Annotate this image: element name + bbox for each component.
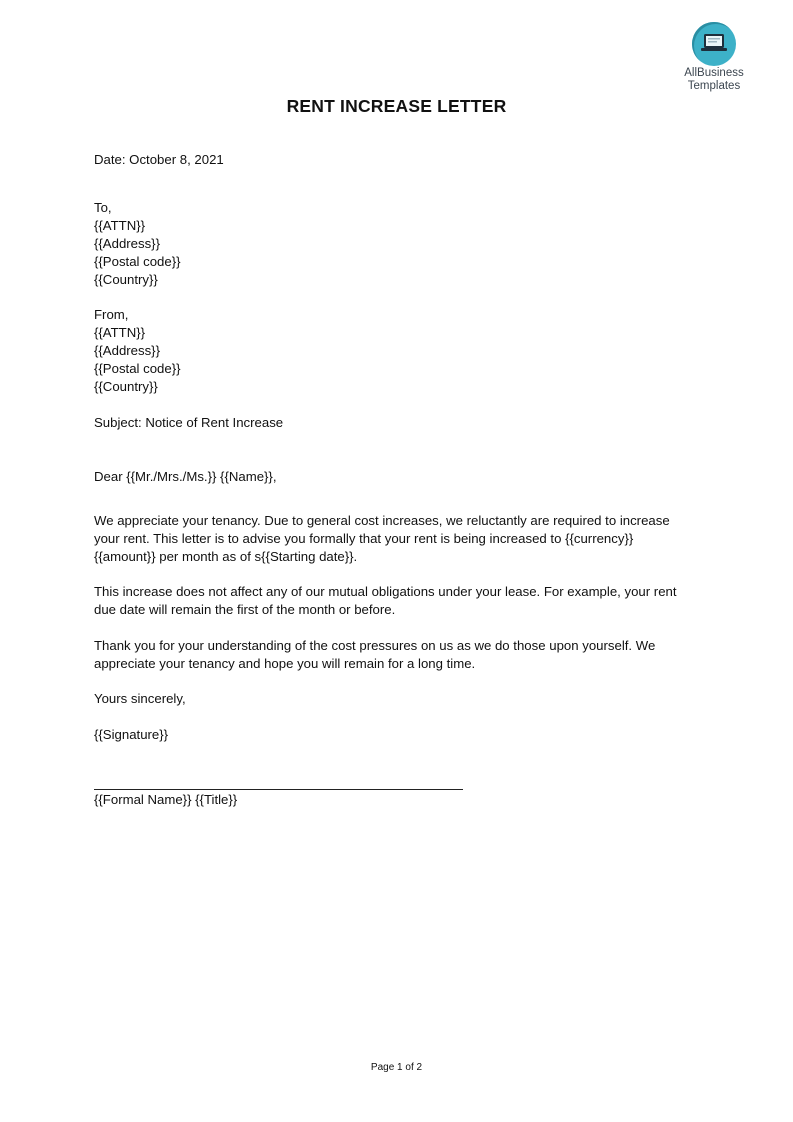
paragraph-line: Thank you for your understanding of the cost pressures on us as we do those upon yourself. We — [94, 638, 656, 653]
to-country: {{Country}} — [94, 272, 158, 287]
closing: Yours sincerely, — [94, 691, 186, 706]
recipient-address-block — [94, 199, 181, 289]
salutation: Dear {{Mr./Mrs./Ms.}} {{Name}}, — [94, 469, 277, 484]
logo-text-line1: AllBusiness — [684, 67, 744, 79]
paragraph-line: We appreciate your tenancy. Due to general cost increases, we reluctantly are required to increase — [94, 513, 670, 528]
from-label: From, — [94, 307, 129, 322]
logo-text-line2: Templates — [687, 80, 741, 92]
paragraph-3 — [94, 637, 655, 673]
from-postal-code: {{Postal code}} — [94, 361, 181, 376]
page-number: Page 1 of 2 — [370, 1062, 423, 1073]
from-address: {{Address}} — [94, 343, 160, 358]
name-title-line: {{Formal Name}} {{Title}} — [94, 792, 238, 807]
from-attn: {{ATTN}} — [94, 325, 146, 340]
paragraph-line: appreciate your tenancy and hope you will remain for a long time. — [94, 656, 476, 671]
paragraph-line: {{amount}} per month as of s{{Starting date}}. — [94, 549, 358, 564]
to-address: {{Address}} — [94, 236, 160, 251]
laptop-icon — [692, 22, 736, 66]
paragraph-line: due date will remain the first of the month or before. — [94, 602, 396, 617]
sender-address-block — [94, 306, 181, 396]
letter-title: RENT INCREASE LETTER — [286, 96, 507, 116]
to-label: To, — [94, 200, 112, 215]
to-attn: {{ATTN}} — [94, 218, 146, 233]
paragraph-line: your rent. This letter is to advise you formally that your rent is being increased to {{currency}} — [94, 531, 634, 546]
signature-placeholder: {{Signature}} — [94, 727, 169, 742]
to-postal-code: {{Postal code}} — [94, 254, 181, 269]
brand-logo — [676, 22, 752, 92]
paragraph-2 — [94, 583, 677, 619]
from-country: {{Country}} — [94, 379, 158, 394]
paragraph-1 — [94, 512, 670, 566]
signature-line — [94, 789, 463, 790]
subject-line: Subject: Notice of Rent Increase — [94, 415, 284, 430]
paragraph-line: This increase does not affect any of our mutual obligations under your lease. For example, your rent — [94, 584, 677, 599]
date-line: Date: October 8, 2021 — [94, 152, 224, 167]
